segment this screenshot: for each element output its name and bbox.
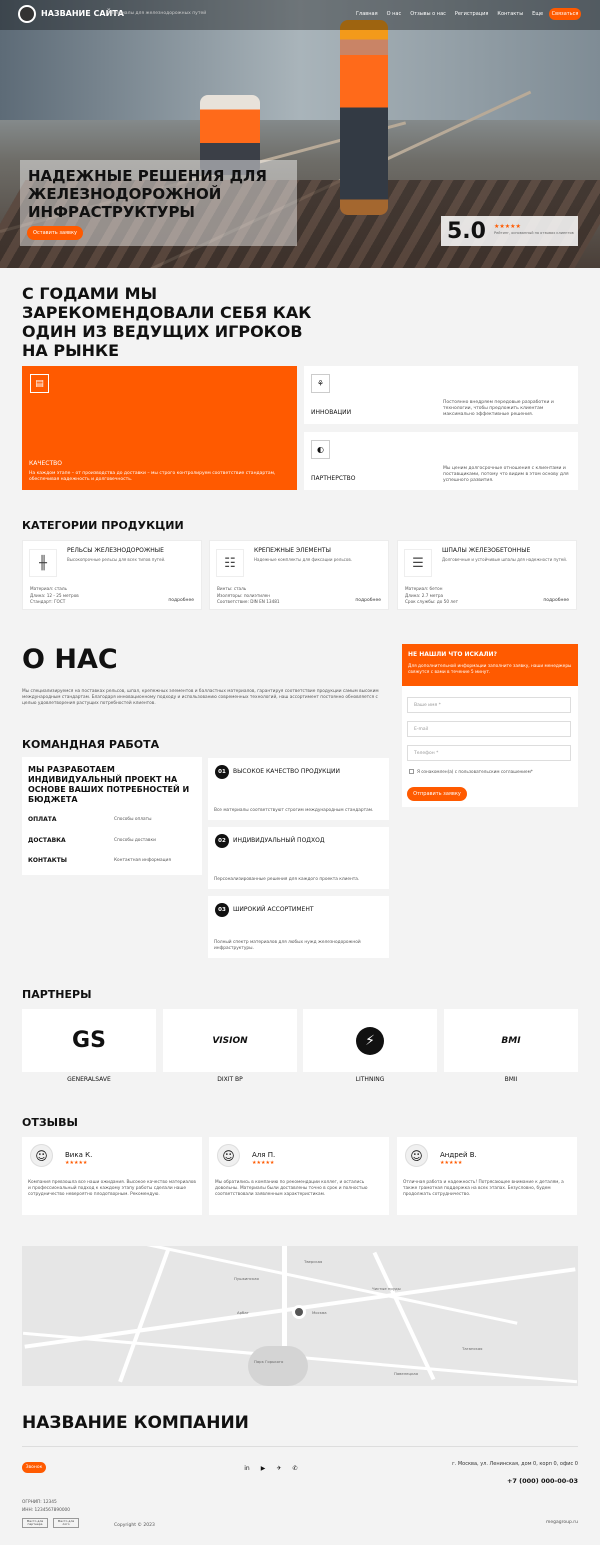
partner-name: LITHNING [355, 1076, 385, 1083]
more-link[interactable]: подробнее [355, 598, 381, 603]
category-card[interactable] [22, 540, 202, 610]
advantage-title: ИНДИВИДУАЛЬНЫЙ ПОДХОД [233, 837, 325, 844]
category-card[interactable] [397, 540, 577, 610]
avatar: ☺ [30, 1144, 53, 1167]
footer-divider [22, 1446, 578, 1447]
location-map[interactable] [22, 1246, 578, 1386]
team-title: КОМАНДНАЯ РАБОТА [22, 738, 160, 751]
categories-title: КАТЕГОРИИ ПРОДУКЦИИ [22, 519, 184, 532]
map-label: Павелецкая [394, 1371, 419, 1376]
hero-section [0, 0, 600, 268]
category-subtitle: Высокопрочные рельсы для всех типов путей. [67, 557, 166, 562]
map-label: Пушкинская [234, 1276, 259, 1281]
review-card [22, 1137, 202, 1215]
site-name[interactable]: НАЗВАНИЕ САЙТА [41, 9, 124, 18]
advantage-number: 01 [215, 765, 229, 779]
category-title: ШПАЛЫ ЖЕЛЕЗОБЕТОННЫЕ [442, 547, 531, 554]
hero-image [340, 20, 388, 215]
rail-icon: ╫ [29, 549, 57, 577]
feature-text: Постоянно внедряем передовые разработки и технологии, чтобы предложить клиентам максимально эффективные решения. [443, 400, 554, 417]
ogrnip: ОГРНИП: 12345 [22, 1500, 57, 1505]
generalsave-logo-icon: GS [72, 1028, 106, 1053]
youtube-icon[interactable]: ▶ [260, 1464, 266, 1472]
feature-title: ПАРТНЕРСТВО [311, 475, 356, 482]
partnership-card [304, 432, 578, 490]
agree-label[interactable]: Я ознакомлен(а) с пользовательским соглашением* [417, 769, 533, 774]
row-label: ОПЛАТА [28, 816, 57, 823]
advantage-title: ШИРОКИЙ АССОРТИМЕНТ [233, 906, 314, 913]
advantage-card [208, 896, 389, 958]
spec-item: Длина: 2.7 метра [405, 592, 444, 598]
intro-title: С ГОДАМИ МЫ ЗАРЕКОМЕНДОВАЛИ СЕБЯ КАК ОДИН ИЗ ВЕДУЩИХ ИГРОКОВ НА РЫНКЕ [22, 284, 312, 360]
hero-title: НАДЕЖНЫЕ РЕШЕНИЯ ДЛЯ ЖЕЛЕЗНОДОРОЖНОЙ ИНФРАСТРУКТУРЫ [28, 167, 267, 221]
footer-address: г. Москва, ул. Ленинская, дом 0, корп 0, офис 0 [452, 1461, 578, 1467]
feature-title: ИННОВАЦИИ [311, 409, 352, 416]
advantage-number: 02 [215, 834, 229, 848]
map-label: Москва [312, 1310, 327, 1315]
partner-name: GENERALSAVE [67, 1076, 111, 1083]
spec-item: Изоляторы: полиэтилен [217, 592, 270, 598]
form-title: НЕ НАШЛИ ЧТО ИСКАЛИ? [408, 651, 497, 658]
agree-checkbox[interactable] [409, 769, 414, 774]
partner-logo[interactable] [444, 1009, 578, 1072]
rating-value: 5.0 [447, 219, 486, 244]
category-card[interactable] [209, 540, 389, 610]
innovation-card [304, 366, 578, 424]
more-link[interactable]: подробнее [543, 598, 569, 603]
map-label: Тверская [304, 1259, 323, 1264]
call-button[interactable]: Звонок [22, 1462, 46, 1473]
category-title: КРЕПЕЖНЫЕ ЭЛЕМЕНТЫ [254, 547, 331, 554]
quality-card [22, 366, 297, 490]
spec-item: Материал: сталь [30, 586, 68, 591]
quality-title: КАЧЕСТВО [29, 460, 62, 467]
spec-item: Длина: 12 - 25 метров [30, 592, 79, 598]
advantage-card [208, 827, 389, 889]
avatar: ☺ [217, 1144, 240, 1167]
map-label: Таганская [462, 1346, 483, 1351]
advantage-text: Персонализированные решения для каждого проекта клиента. [214, 877, 360, 882]
partner-name: DIXIT BP [217, 1076, 243, 1083]
spec-item: Срок службы: до 50 лет [405, 599, 459, 604]
rating-stars: ★★★★★ [494, 223, 521, 230]
review-card [209, 1137, 389, 1215]
rating-text: Рейтинг, основанный на отзывах клиентов [494, 231, 574, 235]
telegram-icon[interactable]: ✈ [276, 1464, 282, 1472]
feature-text: Мы ценим долгосрочные отношения с клиентами и поставщиками, потому что видим в этом основу для успешного развития. [443, 466, 569, 483]
review-text: Компания превзошла все наши ожидания. Высокое качество материалов и профессиональный подход к каждому этапу работы сделали наше сотрудничество невероятно плодотворным. Рекомендую. [28, 1180, 196, 1197]
submit-button[interactable]: Отправить заявку [407, 787, 467, 801]
site-slogan: Материалы для железнодорожных путей [107, 11, 207, 16]
category-subtitle: Долговечные и устойчивые шпалы для надежности путей. [442, 557, 568, 562]
review-stars: ★★★★★ [252, 1160, 275, 1166]
advantage-card [208, 758, 389, 820]
map-label: Арбат [237, 1310, 249, 1315]
sleeper-icon: ☰ [404, 549, 432, 577]
more-link[interactable]: подробнее [168, 598, 194, 603]
review-stars: ★★★★★ [440, 1160, 463, 1166]
spec-item: Стандарт: ГОСТ [30, 599, 66, 604]
whatsapp-icon[interactable]: ✆ [292, 1464, 298, 1472]
logo-badge[interactable]: Место для лого [53, 1518, 79, 1528]
reviews-title: ОТЗЫВЫ [22, 1116, 78, 1129]
row-label: ДОСТАВКА [28, 837, 66, 844]
linkedin-icon[interactable]: in [244, 1464, 250, 1472]
innovation-icon: ⚘ [311, 374, 330, 393]
advantage-text: Полный спектр материалов для любых нужд железнодорожной инфраструктуры. [214, 940, 361, 951]
review-text: Отличная работа и надежность! Потрясающее внимание к деталям, а также грамотная поддержка на всех этапах. Безусловно, будем продолжать сотрудничество. [403, 1180, 564, 1197]
fastener-icon: ☷ [216, 549, 244, 577]
contact-button[interactable]: Связаться [549, 8, 581, 20]
nav-link-contacts[interactable]: Контакты [497, 11, 524, 17]
advantage-number: 03 [215, 903, 229, 917]
partner-logo[interactable] [163, 1009, 297, 1072]
advantage-title: ВЫСОКОЕ КАЧЕСТВО ПРОДУКЦИИ [233, 768, 340, 775]
category-title: РЕЛЬСЫ ЖЕЛЕЗНОДОРОЖНЫЕ [67, 547, 164, 554]
handshake-icon: ◐ [311, 440, 330, 459]
inn: ИНН: 1234567890000 [22, 1508, 71, 1513]
spec-item: Соответствие: DIN EN 13481 [217, 599, 280, 604]
name-field[interactable]: Ваше имя * [407, 697, 571, 713]
vision-logo-icon: VISION [212, 1035, 248, 1046]
nav-link-more[interactable]: Еще [532, 11, 544, 17]
site-logo[interactable] [18, 5, 36, 23]
map-label: Парк Горького [254, 1359, 284, 1364]
partner-badge[interactable]: Место для партнера [22, 1518, 48, 1528]
spec-item: Винты: сталь [217, 586, 247, 591]
row-value[interactable]: Способы оплаты [114, 817, 152, 822]
category-subtitle: Надежные комплекты для фиксации рельсов. [254, 557, 352, 562]
project-card [22, 757, 202, 875]
spec-item: Материал: бетон [405, 586, 443, 591]
developer-link[interactable]: megagroup.ru [546, 1520, 578, 1525]
map-label: Чистые пруды [372, 1286, 401, 1291]
top-nav [0, 0, 600, 30]
row-value[interactable]: Способы доставки [114, 838, 156, 843]
review-card [397, 1137, 577, 1215]
quality-text: На каждом этапе – от производства до доставки – мы строго контролируем соответствие стандартам, обеспечивая надежность и долговечность. [29, 471, 276, 482]
review-text: Мы обратились в компанию по рекомендации коллег, и остались довольны. Материалы были доставлены точно в срок и полностью соответствовали заявленным характеристикам. [215, 1180, 368, 1197]
document-icon: ▤ [30, 374, 49, 393]
request-button[interactable]: Оставить заявку [27, 226, 83, 240]
lightning-logo-icon: ⚡ [356, 1027, 384, 1055]
map-marker-icon[interactable] [292, 1305, 306, 1319]
nav-link-register[interactable]: Регистрация [454, 11, 489, 17]
nav-link-reviews[interactable]: Отзывы о нас [410, 11, 446, 17]
reviewer-name: Аля П. [252, 1151, 276, 1159]
review-stars: ★★★★★ [65, 1160, 88, 1166]
project-card-title: МЫ РАЗРАБОТАЕМ ИНДИВИДУАЛЬНЫЙ ПРОЕКТ НА ОСНОВЕ ВАШИХ ПОТРЕБНОСТЕЙ И БЮДЖЕТА [28, 765, 190, 804]
partner-logo[interactable] [22, 1009, 156, 1072]
about-title: О НАС [22, 644, 118, 675]
nav-link-home[interactable]: Главная [356, 11, 378, 17]
partner-name: BMII [504, 1076, 518, 1083]
row-label: КОНТАКТЫ [28, 857, 67, 864]
form-text: Для дополнительной информации заполните заявку, наши менеджеры свяжутся с вами в течение 5 минут. [408, 664, 572, 675]
partners-title: ПАРТНЕРЫ [22, 988, 92, 1001]
rating-widget [441, 216, 578, 246]
reviewer-name: Вика К. [65, 1151, 93, 1159]
email-field[interactable]: E-mail [407, 721, 571, 737]
phone-field[interactable]: Телефон * [407, 745, 571, 761]
form-header [402, 644, 578, 686]
advantage-text: Все материалы соответствуют строгим международным стандартам. [214, 808, 374, 813]
footer-phone[interactable]: +7 (000) 000-00-03 [506, 1477, 578, 1485]
company-name: НАЗВАНИЕ КОМПАНИИ [22, 1413, 249, 1433]
bmi-logo-icon: BMI [501, 1035, 521, 1046]
nav-link-about[interactable]: О нас [386, 11, 402, 17]
avatar: ☺ [405, 1144, 428, 1167]
about-text: Мы специализируемся на поставках рельсов, шпал, крепежных элементов и балластных материалов, гарантируя соответствие продукции самым высоким международным стандартам. Благодаря инновационному подходу и использованию современных технологий, наш ассортимент постоянно обновляется с целью удовлетворения растущих потребностей клиентов. [22, 689, 379, 706]
copyright: Copyright © 2023 [114, 1523, 155, 1528]
partner-logo[interactable] [303, 1009, 437, 1072]
row-value[interactable]: Контактная информация [114, 858, 171, 863]
reviewer-name: Андрей В. [440, 1151, 477, 1159]
